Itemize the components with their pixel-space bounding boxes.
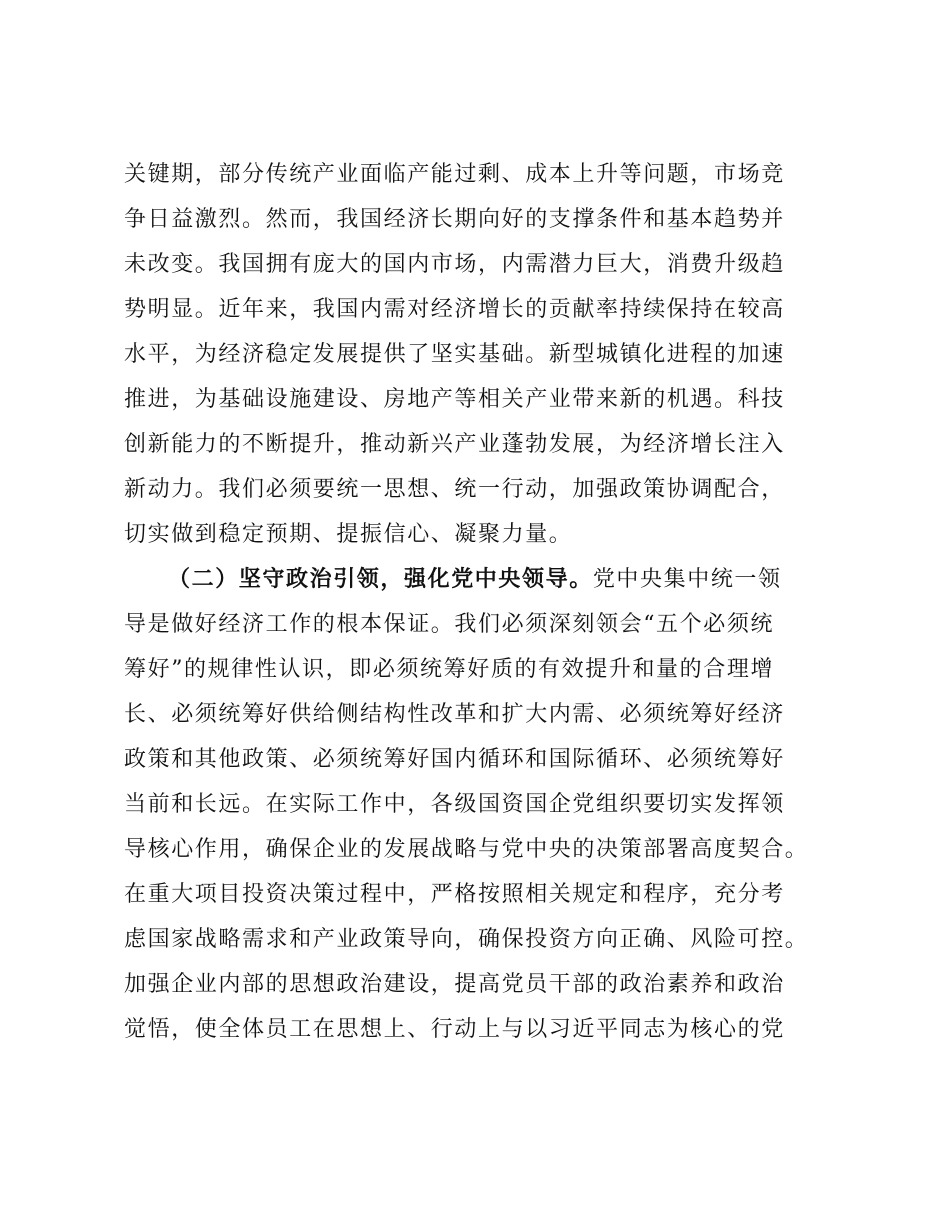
paragraph-line: 长、必须统筹好供给侧结构性改革和扩大内需、必须统筹好经济 — [124, 702, 785, 727]
document-body — [124, 152, 844, 1052]
section-first-line-text: 党中央集中统一领 — [592, 567, 782, 592]
paragraph-line: 推进，为基础设施建设、房地产等相关产业带来新的机遇。科技 — [124, 387, 785, 412]
paragraph-line: 导核心作用，确保企业的发展战略与党中央的决策部署高度契合。 — [124, 837, 809, 862]
paragraph-line: 加强企业内部的思想政治建设，提高党员干部的政治素养和政治 — [124, 972, 785, 997]
paragraph-line: 政策和其他政策、必须统筹好国内循环和国际循环、必须统筹好 — [124, 747, 785, 772]
paragraph-line: 未改变。我国拥有庞大的国内市场，内需潜力巨大，消费升级趋 — [124, 252, 785, 277]
paragraph-line: 虑国家战略需求和产业政策导向，确保投资方向正确、风险可控。 — [124, 927, 809, 952]
section-heading: （二）坚守政治引领，强化党中央领导。 — [168, 566, 593, 592]
paragraph-line: 在重大项目投资决策过程中，严格按照相关规定和程序，充分考 — [124, 882, 785, 907]
paragraph-line: 创新能力的不断提升，推动新兴产业蓬勃发展，为经济增长注入 — [124, 432, 785, 457]
paragraph-line: 水平，为经济稳定发展提供了坚实基础。新型城镇化进程的加速 — [124, 342, 785, 367]
paragraph-line: 觉悟，使全体员工在思想上、行动上与以习近平同志为核心的党 — [124, 1017, 785, 1042]
paragraph-line: 关键期，部分传统产业面临产能过剩、成本上升等问题，市场竞 — [124, 162, 785, 187]
paragraph-line: 切实做到稳定预期、提振信心、凝聚力量。 — [124, 522, 573, 547]
paragraph-line: 争日益激烈。然而，我国经济长期向好的支撑条件和基本趋势并 — [124, 207, 785, 232]
paragraph-line: 筹好”的规律性认识，即必须统筹好质的有效提升和量的合理增 — [124, 657, 775, 682]
section-first-line — [124, 557, 844, 602]
paragraph-line: 当前和长远。在实际工作中，各级国资国企党组织要切实发挥领 — [124, 792, 785, 817]
paragraph-line: 导是做好经济工作的根本保证。我们必须深刻领会“五个必须统 — [124, 612, 775, 637]
paragraph-line: 新动力。我们必须要统一思想、统一行动，加强政策协调配合， — [124, 477, 785, 502]
paragraph-line: 势明显。近年来，我国内需对经济增长的贡献率持续保持在较高 — [124, 297, 785, 322]
